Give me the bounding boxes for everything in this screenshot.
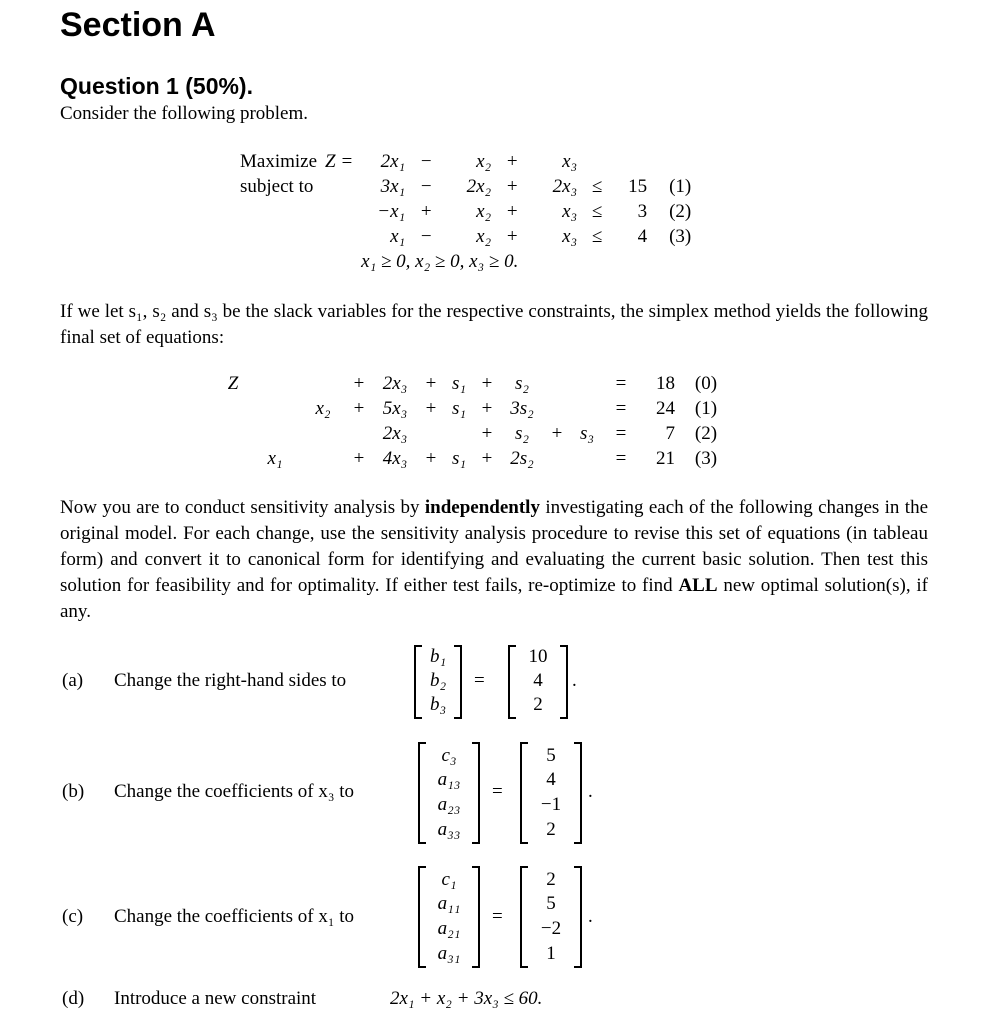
part-c-equals: = bbox=[492, 906, 503, 927]
operator: + bbox=[506, 200, 518, 222]
operator: − bbox=[420, 150, 432, 172]
vector-entry: a₃₃ bbox=[437, 819, 461, 840]
part-d-text: Introduce a new constraint bbox=[114, 988, 317, 1009]
operator: + bbox=[481, 422, 493, 444]
operator: + bbox=[353, 372, 365, 394]
operator: + bbox=[551, 422, 563, 444]
operator: + bbox=[425, 397, 437, 419]
operator: + bbox=[481, 447, 493, 469]
term: x₁ bbox=[267, 447, 283, 469]
term: 4x₃ bbox=[382, 447, 408, 469]
subject-to-label: subject to bbox=[240, 175, 314, 197]
final-equation-row bbox=[215, 396, 733, 421]
vector-entry: c₃ bbox=[441, 745, 457, 766]
part-b-equals: = bbox=[492, 781, 503, 802]
term bbox=[251, 396, 299, 421]
term: 5x₃ bbox=[382, 397, 408, 419]
vector-entry: a₁₃ bbox=[437, 769, 461, 790]
part-c-label: (c) bbox=[62, 906, 84, 927]
equation-tag: (2) bbox=[669, 200, 692, 222]
vector-entry: a₁₁ bbox=[437, 893, 461, 914]
term: s₃ bbox=[580, 422, 594, 444]
slack-paragraph: If we let s₁, s₂ and s₃ be the slack variables for the respective constraints, the simplex method yields the following final set of equations: bbox=[60, 301, 928, 348]
operator: + bbox=[506, 175, 518, 197]
emphasis-independently: independently bbox=[424, 497, 540, 518]
vector-entry: 5 bbox=[546, 745, 556, 766]
part-a-text: Change the right-hand sides to bbox=[114, 670, 347, 691]
equation-tag: (2) bbox=[694, 422, 718, 444]
vector-entry: 10 bbox=[528, 646, 548, 667]
term: x₂ bbox=[315, 397, 331, 419]
maximize-label: Maximize bbox=[240, 150, 318, 172]
term bbox=[215, 396, 251, 421]
term: x₃ bbox=[562, 150, 578, 172]
operator bbox=[545, 446, 569, 471]
term: 2x₃ bbox=[382, 422, 408, 444]
vector-entry: b₂ bbox=[429, 670, 447, 691]
nonnegativity-row bbox=[236, 249, 709, 274]
term bbox=[215, 421, 251, 446]
question-title: Question 1 (50%). bbox=[60, 73, 253, 99]
term: 3x₁ bbox=[380, 175, 406, 197]
part-d-label: (d) bbox=[62, 988, 85, 1009]
relation: ≤ bbox=[591, 200, 603, 222]
final-equation-row bbox=[215, 421, 733, 446]
term bbox=[299, 446, 347, 471]
vector-entry: 2 bbox=[533, 694, 543, 715]
term: 2x₂ bbox=[466, 175, 492, 197]
operator: + bbox=[481, 372, 493, 394]
operator: + bbox=[425, 372, 437, 394]
vector-entry: 4 bbox=[546, 769, 556, 790]
nonnegativity: x₁ ≥ 0, x₂ ≥ 0, x₃ ≥ 0. bbox=[361, 250, 519, 272]
equation-tag: (1) bbox=[669, 175, 692, 197]
relation bbox=[581, 149, 613, 174]
vector-entry: a₂₁ bbox=[437, 918, 461, 939]
instructions-text: new optimal solution(s), if any. bbox=[60, 575, 928, 622]
term: x₁ bbox=[390, 225, 406, 247]
term bbox=[443, 421, 475, 446]
equation-tag: (3) bbox=[694, 447, 718, 469]
vector-entry: b₃ bbox=[429, 694, 447, 715]
part-a-period: . bbox=[572, 670, 577, 691]
equals: = bbox=[615, 447, 627, 469]
vector-entry: b₁ bbox=[429, 646, 447, 667]
part-c-text: Change the coefficients of x₁ to bbox=[114, 906, 355, 927]
term: s₂ bbox=[515, 422, 529, 444]
term: x₃ bbox=[562, 225, 578, 247]
objective-row bbox=[236, 149, 709, 174]
term: x₃ bbox=[562, 200, 578, 222]
operator: − bbox=[420, 225, 432, 247]
problem-formulation bbox=[236, 149, 709, 274]
operator: + bbox=[353, 397, 365, 419]
operator bbox=[545, 396, 569, 421]
term: s₁ bbox=[452, 447, 466, 469]
term: 3s₂ bbox=[510, 397, 534, 419]
operator: + bbox=[506, 150, 518, 172]
equation-tag bbox=[651, 149, 709, 174]
intro-text: Consider the following problem. bbox=[60, 103, 309, 124]
emphasis-all: ALL bbox=[678, 575, 718, 596]
equals: = bbox=[615, 397, 627, 419]
vector-entry: c₁ bbox=[441, 869, 457, 890]
vector-entry: 2 bbox=[546, 819, 556, 840]
vector-entry: a₃₁ bbox=[437, 943, 461, 964]
term: 2x₃ bbox=[382, 372, 408, 394]
vector-entry: 5 bbox=[546, 893, 556, 914]
rhs-value bbox=[613, 149, 651, 174]
part-b-lhs-vector bbox=[418, 742, 480, 844]
part-d-constraint: 2x₁ + x₂ + 3x₃ ≤ 60. bbox=[390, 988, 543, 1009]
term: −x₁ bbox=[377, 200, 406, 222]
part-b-period: . bbox=[588, 781, 593, 802]
part-b-rhs-vector bbox=[520, 742, 582, 844]
instructions-paragraph bbox=[60, 495, 928, 625]
relation: ≤ bbox=[591, 175, 603, 197]
vector-entry: 1 bbox=[546, 943, 556, 964]
part-b-label: (b) bbox=[62, 781, 85, 802]
vector-entry: 2 bbox=[546, 869, 556, 890]
term: x₂ bbox=[476, 225, 492, 247]
equals: = bbox=[615, 422, 627, 444]
term bbox=[251, 371, 299, 396]
operator: + bbox=[425, 447, 437, 469]
term bbox=[251, 421, 299, 446]
final-equations bbox=[215, 371, 733, 471]
constraint-row bbox=[236, 199, 709, 224]
constraint-row bbox=[236, 224, 709, 249]
part-c-lhs-vector bbox=[418, 866, 480, 968]
term bbox=[569, 396, 605, 421]
operator: + bbox=[481, 397, 493, 419]
operator: − bbox=[420, 175, 432, 197]
part-a-rhs-vector bbox=[508, 645, 568, 719]
rhs-value: 4 bbox=[637, 225, 648, 247]
operator: + bbox=[506, 225, 518, 247]
term: 2x₃ bbox=[552, 175, 578, 197]
term bbox=[299, 421, 347, 446]
part-a-equals: = bbox=[474, 670, 485, 691]
term bbox=[299, 371, 347, 396]
rhs-value: 3 bbox=[637, 200, 648, 222]
term bbox=[215, 446, 251, 471]
constraint-row bbox=[236, 174, 709, 199]
equation-tag: (1) bbox=[694, 397, 718, 419]
operator: + bbox=[420, 200, 432, 222]
term: 2s₂ bbox=[510, 447, 534, 469]
equation-tag: (0) bbox=[694, 372, 718, 394]
vector-entry: −1 bbox=[540, 794, 562, 815]
term: s₁ bbox=[452, 397, 466, 419]
term bbox=[569, 446, 605, 471]
final-equation-row bbox=[215, 446, 733, 471]
part-a-label: (a) bbox=[62, 670, 84, 691]
rhs-value: 18 bbox=[656, 372, 675, 394]
final-equation-row bbox=[215, 371, 733, 396]
operator: + bbox=[353, 447, 365, 469]
part-b-text: Change the coefficients of x₃ to bbox=[114, 781, 355, 802]
operator bbox=[347, 421, 371, 446]
rhs-value: 24 bbox=[656, 397, 675, 419]
equation-tag: (3) bbox=[669, 225, 692, 247]
term bbox=[569, 371, 605, 396]
part-c-rhs-vector bbox=[520, 866, 582, 968]
objective-lhs: Z = bbox=[325, 150, 354, 172]
rhs-value: 21 bbox=[656, 447, 675, 469]
part-c-period: . bbox=[588, 906, 593, 927]
instructions-text: investigating each of the following changes in the original model. For each change, use the sensitivity analysis procedure to revise this set of equations (in tableau form) and convert it to canonical form for identifying and evaluating the current basic solution. Then test this solution for feasibility and for optimality. If either test fails, re-optimize to find bbox=[60, 497, 929, 596]
term: Z bbox=[227, 372, 239, 394]
operator bbox=[419, 421, 443, 446]
part-a-lhs-vector bbox=[414, 645, 462, 719]
vector-entry: 4 bbox=[533, 670, 543, 691]
term: 2x₁ bbox=[380, 150, 406, 172]
vector-entry: a₂₃ bbox=[437, 794, 461, 815]
term: x₂ bbox=[476, 150, 492, 172]
rhs-value: 15 bbox=[628, 175, 648, 197]
instructions-text: Now you are to conduct sensitivity analysis by bbox=[60, 497, 425, 518]
term: s₂ bbox=[515, 372, 529, 394]
relation: ≤ bbox=[591, 225, 603, 247]
operator bbox=[545, 371, 569, 396]
rhs-value: 7 bbox=[665, 422, 675, 444]
vector-entry: −2 bbox=[540, 918, 562, 939]
term: x₂ bbox=[476, 200, 492, 222]
section-title: Section A bbox=[60, 6, 216, 44]
equals: = bbox=[615, 372, 627, 394]
term: s₁ bbox=[452, 372, 466, 394]
